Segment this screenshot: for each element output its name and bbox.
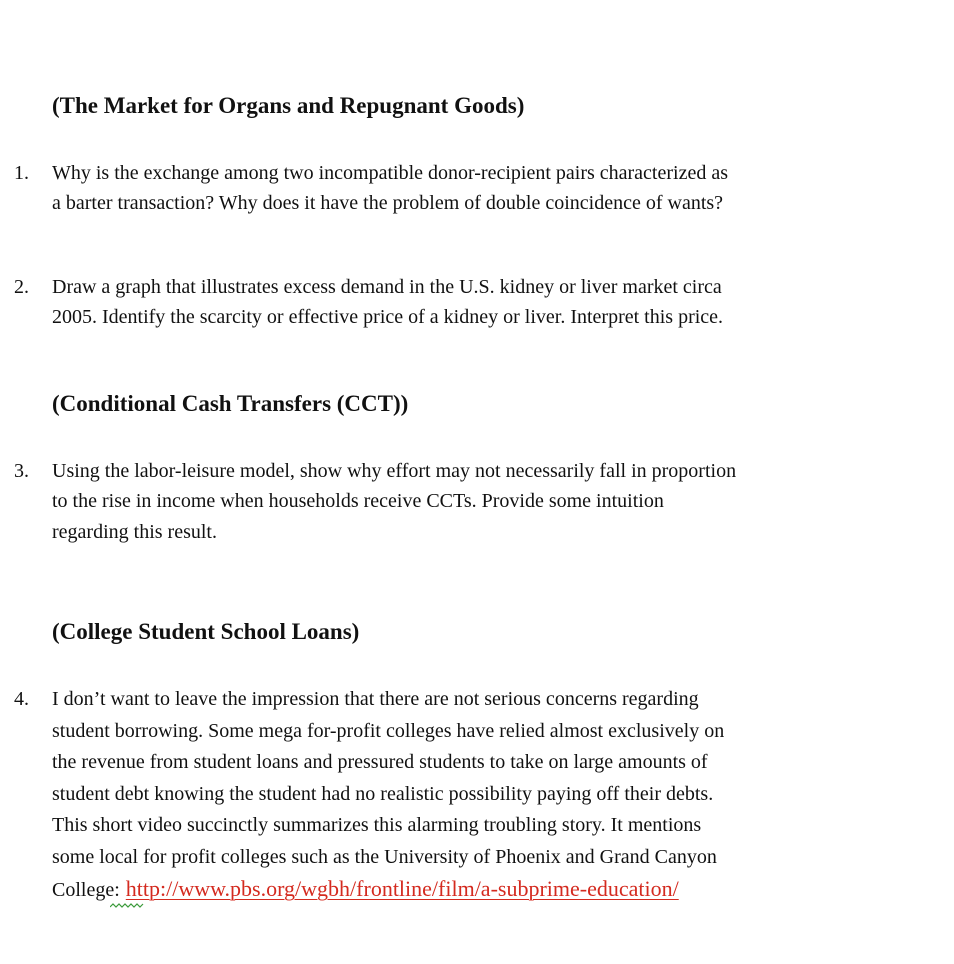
question-4-line-7 bbox=[52, 873, 724, 905]
question-4-line-5: This short video succinctly summarizes this alarming troubling story. It mentions bbox=[52, 814, 702, 836]
question-3-number: 3. bbox=[14, 460, 29, 482]
question-4-line-1: I don’t want to leave the impression that there are not serious concerns regarding bbox=[52, 688, 699, 710]
question-3-text bbox=[52, 456, 736, 549]
spellcheck-squiggle-wrapper bbox=[52, 875, 120, 907]
question-2-number: 2. bbox=[14, 276, 29, 298]
question-2-line-2: 2005. Identify the scarcity or effective price of a kidney or liver. Interpret this price. bbox=[52, 306, 724, 328]
question-1-line-2: a barter transaction? Why does it have the problem of double coincidence of wants? bbox=[52, 192, 724, 214]
section-heading-cct: (Conditional Cash Transfers (CCT)) bbox=[52, 391, 409, 416]
question-1-line-1: Why is the exchange among two incompatible donor-recipient pairs characterized as bbox=[52, 162, 728, 184]
question-2-line-1: Draw a graph that illustrates excess demand in the U.S. kidney or liver market circa bbox=[52, 276, 722, 298]
question-3-line-1: Using the labor-leisure model, show why effort may not necessarily fall in proportion bbox=[52, 460, 737, 482]
question-3-line-2: to the rise in income when households receive CCTs. Provide some intuition bbox=[52, 490, 664, 512]
pbs-frontline-link[interactable]: http://www.pbs.org/wgbh/frontline/film/a-subprime-education/ bbox=[125, 876, 679, 901]
section-heading-loans: (College Student School Loans) bbox=[52, 619, 360, 644]
question-2-text bbox=[52, 272, 723, 332]
question-4-number: 4. bbox=[14, 688, 29, 710]
question-3-line-3: regarding this result. bbox=[52, 521, 217, 543]
question-1-number: 1. bbox=[14, 162, 29, 184]
question-4-text bbox=[52, 684, 724, 905]
question-1-text bbox=[52, 158, 728, 218]
section-heading-organs: (The Market for Organs and Repugnant Goods) bbox=[52, 93, 525, 118]
spellcheck-underline-icon bbox=[110, 903, 144, 909]
question-4-line-6: some local for profit colleges such as the University of Phoenix and Grand Canyon bbox=[52, 845, 717, 868]
question-4-line-2: student borrowing. Some mega for-profit colleges have relied almost exclusively on bbox=[52, 719, 725, 742]
question-4-line-4: student debt knowing the student had no realistic possibility paying off their debts. bbox=[52, 782, 714, 805]
question-4-college-label: College: bbox=[52, 879, 120, 901]
question-4-line-3: the revenue from student loans and pressured students to take on large amounts of bbox=[52, 751, 708, 773]
